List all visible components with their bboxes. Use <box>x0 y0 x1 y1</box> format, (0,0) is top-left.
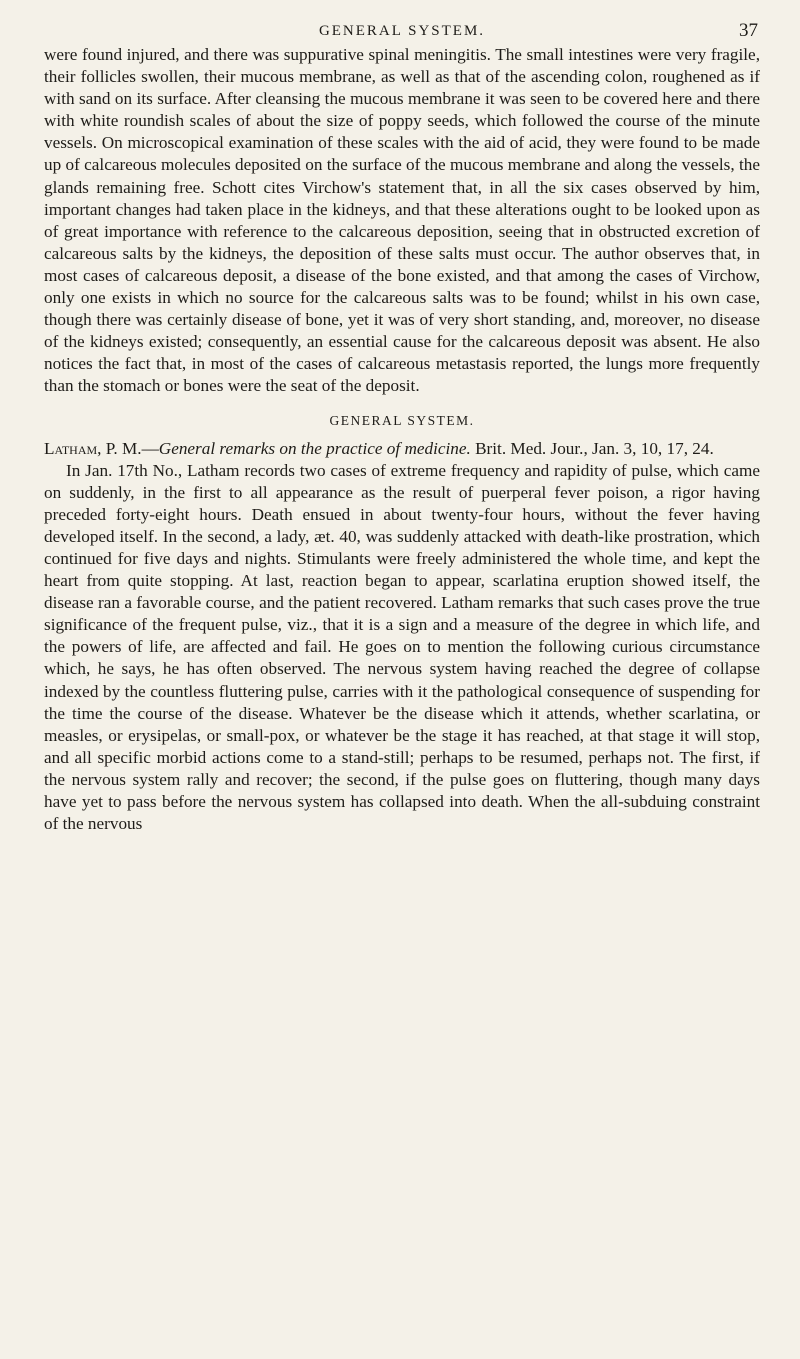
section-heading: GENERAL SYSTEM. <box>329 412 475 428</box>
running-head <box>44 18 760 44</box>
body-text <box>44 44 760 398</box>
running-head-title: GENERAL SYSTEM. <box>318 23 486 39</box>
citation-work-title: General remarks on the practice of medicine. <box>158 438 471 458</box>
paragraph-continued: were found injured, and there was suppurative spinal meningitis. The small intestines were very fragile, their follicles swollen, their mucous membrane, as well as that of the ascending colon, roughened as if with sand on its surface. After cleansing the mucous membrane it was seen to be covered here and there with white roundish scales of about the size of poppy seeds, which followed the course of the minute vessels. On microscopical examination of these scales with the aid of acid, they were found to be made up of calcareous molecules deposited on the surface of the mucous membrane and along the vessels, the glands remaining free. Schott cites Virchow's statement that, in all the six cases observed by him, important changes had taken place in the kidneys, and that these alterations ought to be looked upon as of great importance with reference to the calcareous deposition, seeing that in obstructed excretion of calcareous salts by the kidneys, the deposition of these salts must occur. The author observes that, in most cases of calcareous deposit, a disease of the bone existed, and that among the cases of Virchow, only one exists in which no source for the calcareous salts was to be found; whilst in his own case, though there was certainly disease of bone, yet it was of very short standing, and, moreover, no disease of the kidneys existed; consequently, an essential cause for the calcareous deposit was absent. He also notices the fact that, in most of the cases of calcareous metastasis reported, the lungs more frequently than the stomach or bones were the seat of the deposit. <box>44 45 760 396</box>
page-number: 37 <box>739 20 758 41</box>
citation-entry <box>44 438 760 460</box>
body-text-latham <box>44 460 760 836</box>
book-page <box>44 18 760 1348</box>
citation-source: Brit. Med. Jour., Jan. 3, 10, 17, 24. <box>470 438 714 458</box>
citation-separator: — <box>141 438 159 458</box>
paragraph-latham: In Jan. 17th No., Latham records two cases of extreme frequency and rapidity of pulse, which came on suddenly, in the first to all appearance as the result of puerperal fever poison, a rigor having preceded forty-eight hours. Death ensued in about twenty-four hours, without the fever having developed itself. In the second, a lady, æt. 40, was suddenly attacked with death-like prostration, which continued for five days and nights. Stimulants were freely administered the whole time, and kept the heart from quite stopping. At last, reaction began to appear, scarlatina eruption showed itself, the disease ran a favorable course, and the patient recovered. Latham remarks that such cases prove the true significance of the frequent pulse, viz., that it is a sign and a measure of the degree in which life, and the powers of life, are affected and fail. He goes on to mention the following curious circumstance which, he says, he has often observed. The nervous system having reached the degree of collapse indexed by the countless fluttering pulse, carries with it the pathological consequence of suspending for the time the course of the disease. Whatever be the disease which it attends, whether scarlatina, or measles, or erysipelas, or small-pox, or whatever be the stage it has reached, at that stage it will stop, and all specific morbid actions come to a stand-still; perhaps to be resumed, perhaps not. The first, if the nervous system rally and recover; the second, if the pulse goes on fluttering, though many days have yet to pass before the nervous system has collapsed into death. When the all-subduing constraint of the nervous <box>44 460 760 834</box>
citation-author: Latham, P. M. <box>44 438 142 458</box>
